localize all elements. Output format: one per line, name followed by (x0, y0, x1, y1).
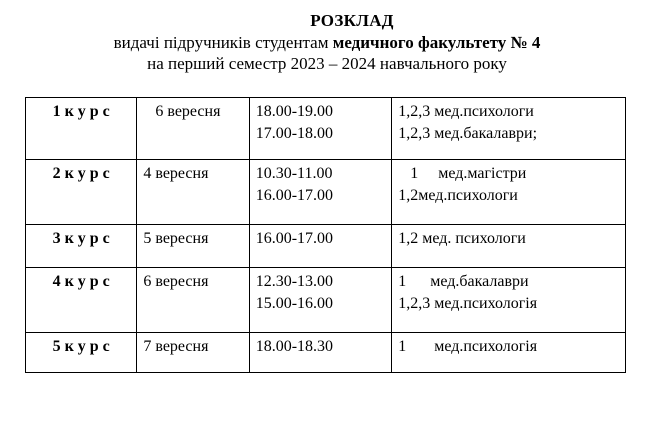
schedule-table (25, 97, 626, 373)
time-slot: 10.30-11.00 (255, 165, 333, 182)
time-cell (249, 225, 391, 268)
date-cell: 6 вересня (137, 98, 249, 160)
time-cell (249, 333, 391, 373)
table-row (26, 268, 626, 333)
table-row (26, 225, 626, 268)
group-entry: 1,2,3 мед.психологія (398, 295, 538, 312)
time-slot: 17.00-18.00 (255, 125, 334, 142)
time-slot: 18.00-18.30 (255, 338, 334, 355)
document-header (0, 10, 654, 74)
time-slot: 18.00-19.00 (255, 103, 334, 120)
course-cell: 4 к у р с (26, 268, 137, 333)
table-row (26, 333, 626, 373)
time-slot: 16.00-17.00 (255, 230, 334, 247)
time-cell (249, 160, 391, 225)
subtitle-faculty: медичного факультету № 4 (332, 33, 541, 52)
table-row (26, 160, 626, 225)
groups-cell (392, 160, 626, 225)
groups-cell (392, 98, 626, 160)
date-cell: 5 вересня (137, 225, 249, 268)
group-entry: 1,2 мед. психологи (398, 230, 526, 247)
time-slot: 15.00-16.00 (255, 295, 334, 312)
groups-cell (392, 333, 626, 373)
course-cell: 1 к у р с (26, 98, 137, 160)
date-cell: 4 вересня (137, 160, 249, 225)
course-cell: 3 к у р с (26, 225, 137, 268)
group-entry: 1,2,3 мед.бакалаври; (398, 125, 538, 142)
course-cell: 2 к у р с (26, 160, 137, 225)
date-cell: 6 вересня (137, 268, 249, 333)
group-entry: 1,2мед.психологи (398, 187, 518, 204)
group-entry: 1 мед.магістри (398, 165, 527, 182)
time-slot: 12.30-13.00 (255, 273, 334, 290)
course-cell: 5 к у р с (26, 333, 137, 373)
subtitle-line-2: на перший семестр 2023 – 2024 навчального року (147, 54, 507, 73)
group-entry: 1 мед.бакалаври (398, 273, 529, 290)
group-entry: 1,2,3 мед.психологи (398, 103, 534, 120)
time-cell (249, 98, 391, 160)
subtitle-line-1 (0, 32, 654, 53)
table-row (26, 98, 626, 160)
time-cell (249, 268, 391, 333)
groups-cell (392, 225, 626, 268)
group-entry: 1 мед.психологія (398, 338, 538, 355)
date-cell: 7 вересня (137, 333, 249, 373)
subtitle-prefix: видачі підручників студентам (113, 33, 333, 52)
groups-cell (392, 268, 626, 333)
time-slot: 16.00-17.00 (255, 187, 334, 204)
document-title: РОЗКЛАД (310, 11, 394, 30)
